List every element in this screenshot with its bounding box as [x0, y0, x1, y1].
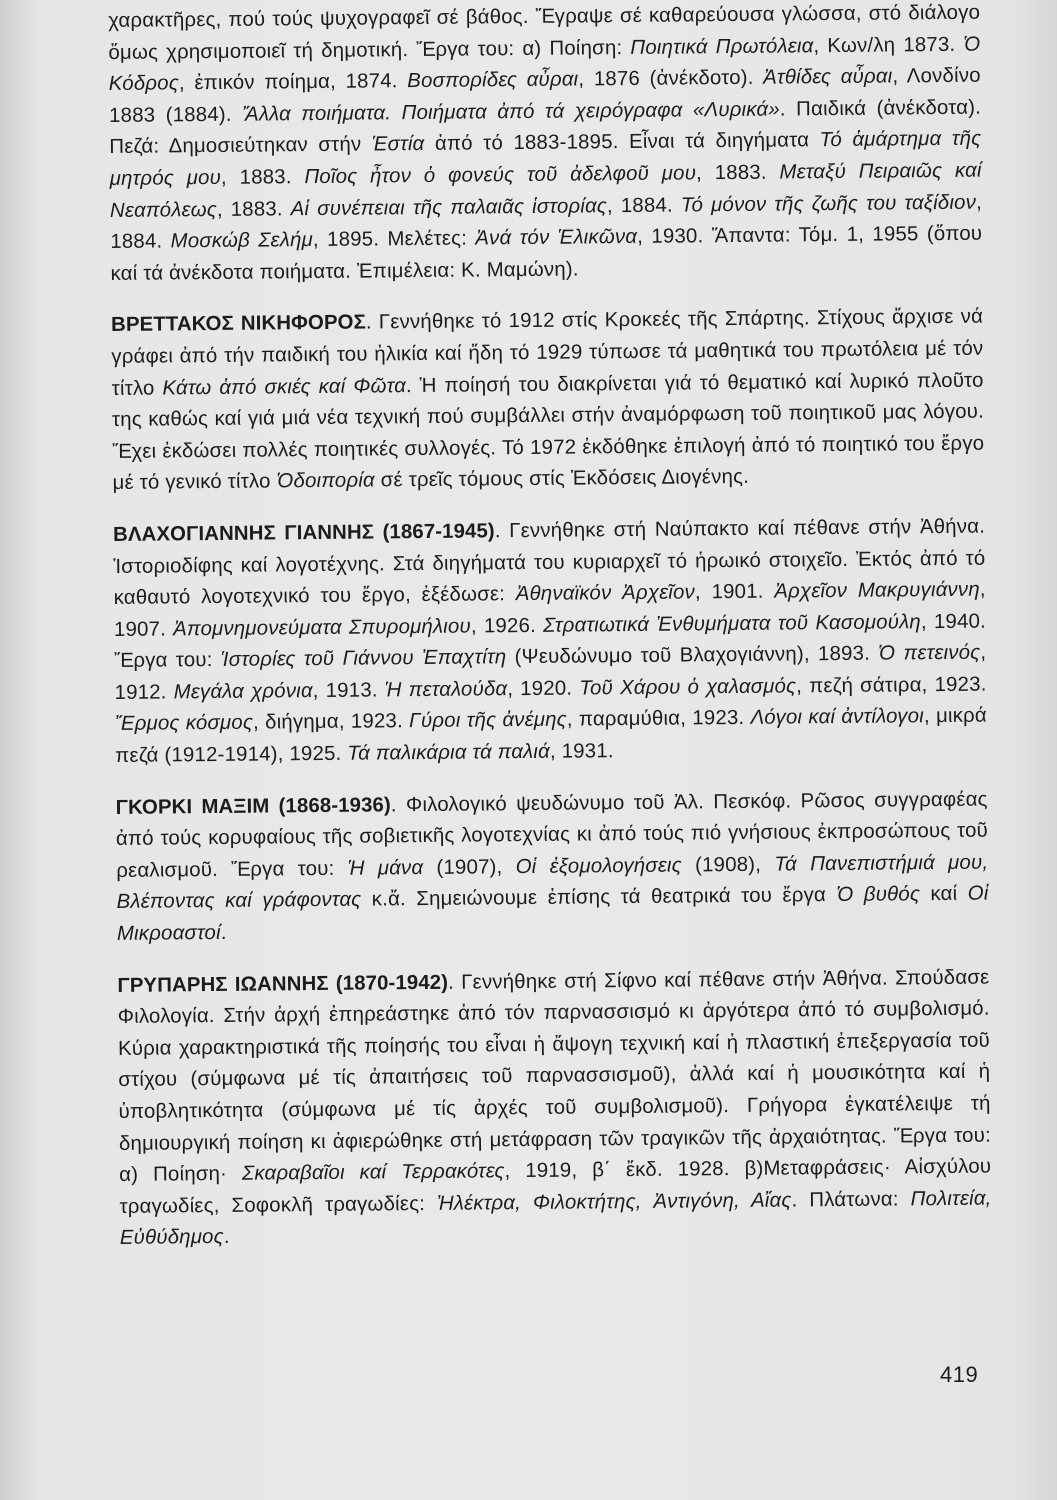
italic-title-text: Τοῦ Χάρου ὁ χαλασμός: [579, 675, 797, 700]
italic-title-text: Πολιτεία, Εὐθύδημος: [119, 1187, 992, 1250]
italic-title-text: Ὁ Κόδρος: [108, 33, 981, 96]
italic-title-text: Ἀθηναϊκόν Ἀρχεῖον: [515, 581, 696, 606]
italic-title-text: Ἡ μάνα: [347, 856, 424, 880]
italic-title-text: Ἠλέκτρα, Φιλοκτήτης, Ἀντιγόνη, Αἴας: [436, 1189, 792, 1215]
body-text: . Πλάτωνα:: [791, 1188, 911, 1212]
body-text: , 1895. Μελέτες:: [312, 227, 476, 252]
italic-title-text: Ἡ πεταλούδα: [384, 678, 508, 702]
body-text: , 1913.: [312, 679, 385, 702]
italic-title-text: Ποιητικά Πρωτόλεια: [630, 34, 814, 59]
body-text: , διήγημα, 1923.: [252, 710, 410, 735]
page-number: 419: [940, 1362, 979, 1387]
italic-title-text: Γύροι τῆς ἀνέμης: [409, 709, 567, 733]
body-text: . Γεννήθηκε τό 1912 στίς Κροκεές τῆς Σπάρτης. Στίχους ἄρχισε νά γράφει ἀπό τήν παιδική του ἡλικία καί ἤδη τό 1929 τύπωσε τά μαθητικά του πρωτόλεια μέ τόν τίτλο: [111, 305, 984, 400]
body-text: (Ψευδώνυμο τοῦ Βλαχογιάννη), 1893.: [506, 642, 879, 669]
body-text: , πεζή σάτιρα, 1923.: [796, 673, 987, 698]
italic-title-text: Ἀπομνημονεύματα Σπυρομήλιου: [173, 615, 471, 641]
body-text: , 1883.: [695, 161, 780, 185]
body-text: . Γεννήθηκε στή Ναύπακτο καί πέθανε στήν Ἀθήνα. Ἱστοριοδίφης καί λογοτέχνης. Στά διηγήματά του κυριαρχεῖ τό ἡρωικό στοιχεῖο. Ἐκτός ἀπό τό καθαυτό λογοτεχνικό του ἔργο, ἐξέδωσε:: [113, 515, 986, 610]
italic-title-text: Ἀτθίδες αὖραι: [763, 65, 893, 89]
body-text: , Λονδίνο 1883 (1884).: [108, 64, 981, 127]
body-text: , 1901.: [694, 580, 775, 604]
italic-title-text: Ὁδοιπορία: [276, 469, 375, 493]
entry-gryparis: [117, 962, 992, 1255]
body-text: ἀπό τό 1883-1895. Εἶναι τά διηγήματα: [424, 129, 820, 156]
body-text: . Ἡ ποίησή του διακρίνεται γιά τό θεματικό καί λυρικό πλοῦτο της καθώς καί γιά μιά νέα τεχνική πού συμβάλλει στήν ἀναμόρφωση τοῦ ποιητικοῦ μας λόγου. Ἔχει ἐκδώσει πολλές ποιητικές συλλογές. Τό 1972 ἐκδόθηκε ἐπιλογή ἀπό τό ποιητικό του ἔργο μέ τό γενικό τίτλο: [111, 369, 985, 495]
body-text: , 1931.: [549, 740, 614, 763]
italic-title-text: Ἀνά τόν Ἑλικῶνα: [475, 226, 638, 250]
italic-title-text: Στρατιωτικά Ἐνθυμήματα τοῦ Κασομούλη: [543, 610, 922, 637]
body-text: , 1876 (ἀνέκδοτο).: [578, 66, 764, 91]
entry-body: [108, 2, 982, 285]
body-text: , 1912.: [114, 641, 987, 704]
body-text: , 1920.: [507, 677, 580, 701]
body-text: , 1926.: [470, 614, 544, 638]
body-text: , 1907.: [113, 578, 986, 641]
italic-title-text: Ἀρχεῖον Μακρυγιάννη: [774, 578, 980, 603]
body-text: , 1884.: [110, 191, 983, 254]
body-text: χαρακτῆρες, πού τούς ψυχογραφεῖ σέ βάθος. Ἔγραψε σέ καθαρεύουσα γλώσσα, στό διάλογο ὅμως χρησιμοποιεῖ τή δημοτική. Ἔργα του: α) Ποίηση:: [108, 1, 981, 64]
body-text: σέ τρεῖς τόμους στίς Ἐκδόσεις Διογένης.: [374, 466, 750, 492]
body-text: , 1919, β΄ ἔκδ. 1928. β)Μεταφράσεις· Αἰσχύλου τραγωδίες, Σοφοκλῆ τραγωδίες:: [119, 1155, 992, 1218]
italic-title-text: Ποῖος ἦτον ὁ φονεύς τοῦ ἀδελφοῦ μου: [304, 162, 697, 189]
italic-title-text: Ἑστία: [371, 133, 425, 156]
entry-gorki: [116, 784, 989, 950]
italic-title-text: Οἱ Μικροαστοί: [116, 883, 989, 945]
entry-heading: ΒΡΕΤΤΑΚΟΣ ΝΙΚΗΦΟΡΟΣ: [110, 311, 367, 337]
body-text: , 1930. Ἅπαντα: Τόμ. 1, 1955 (ὅπου καί τά ἀνέκδοτα ποιήματα. Ἐπιμέλεια: Κ. Μαμώνη).: [110, 222, 983, 285]
italic-title-text: Ὁ πετεινός: [878, 641, 981, 665]
italic-title-text: Βοσπορίδες αὖραι: [407, 68, 579, 93]
italic-title-text: Ἱστορίες τοῦ Γιάννου Ἐπαχτίτη: [220, 646, 507, 672]
italic-title-text: Τά Πανεπιστήμιά μου, Βλέποντας καί γράφοντας: [116, 851, 989, 914]
italic-title-text: Οἱ ἐξομολογήσεις: [515, 854, 682, 878]
body-text: , 1883.: [216, 197, 291, 221]
italic-title-text: Ὁ βυθός: [836, 883, 921, 907]
italic-title-text: Τό ἁμάρτημα τῆς μητρός μου: [109, 127, 982, 190]
italic-title-text: Μοσκώβ Σελήμ: [170, 229, 314, 253]
text-column: [108, 0, 992, 1255]
italic-title-text: Μεταξύ Πειραιῶς καί Νεαπόλεως: [109, 159, 982, 222]
entry-heading: ΓΡΥΠΑΡΗΣ ΙΩΑΝΝΗΣ (1870-1942): [117, 971, 449, 997]
italic-title-text: Λόγοι καί ἀντίλογοι: [750, 705, 925, 730]
entry-heading: ΓΚΟΡΚΙ ΜΑΞΙΜ (1868-1936): [115, 793, 391, 819]
body-text: , 1884.: [606, 194, 681, 217]
body-text: (1907),: [423, 855, 516, 879]
entry-heading: ΒΛΑΧΟΓΙΑΝΝΗΣ ΓΙΑΝΝΗΣ (1867-1945): [112, 520, 495, 546]
italic-title-text: Τό μόνον τῆς ζωῆς του ταξίδιον: [680, 191, 977, 217]
body-text: , 1883.: [220, 166, 305, 189]
italic-title-text: Σκαραβαῖοι καί Τερρακότες: [241, 1160, 505, 1185]
body-text: , Κων/λη 1873.: [813, 33, 964, 57]
entry-vrettakos: [111, 302, 985, 500]
entry-vlachogiannis: [113, 512, 987, 773]
italic-title-text: Μεγάλα χρόνια: [173, 679, 313, 704]
entry-body: [113, 516, 987, 768]
body-text: , ἐπικόν ποίημα, 1874.: [178, 70, 408, 95]
italic-title-text: Τά παλικάρια τά παλιά: [347, 740, 551, 765]
body-text: κ.ἄ. Σημειώνουμε ἐπίσης τά θεατρικά του ἔργα: [361, 884, 837, 912]
italic-title-text: Ἔρμος κόσμος: [114, 712, 254, 736]
body-text: . Φιλολογικό ψευδώνυμο τοῦ Ἀλ. Πεσκόφ. Ρῶσος συγγραφέας ἀπό τούς κορυφαίους τῆς σοβιετικῆς λογοτεχνίας κι ἀπό τούς πιό γνήσιους ἐκπροσώπους τοῦ ρεαλισμοῦ. Ἔργα του:: [115, 788, 989, 882]
body-text: , 1940. Ἔργα του:: [114, 610, 987, 673]
italic-title-text: Αἱ συνέπειαι τῆς παλαιᾶς ἱστορίας: [290, 194, 608, 220]
italic-title-text: Κάτω ἀπό σκιές καί Φῶτα: [162, 374, 407, 400]
body-text: .: [220, 921, 227, 944]
body-text: , μικρά πεζά (1912-1914), 1925.: [115, 705, 987, 768]
body-text: .: [223, 1226, 230, 1249]
entry-body: [118, 966, 992, 1249]
body-text: (1908),: [681, 853, 775, 877]
body-text: . Γεννήθηκε στή Σίφνο καί πέθανε στήν Ἀθήνα. Σπούδασε Φιλολογία. Στήν ἀρχή ἐπηρεάστηκε ἀπό τόν παρνασσισμό κι ἀργότερα ἀπό τό συμβολισμό. Κύρια χαρακτηριστικά τῆς ποίησής του εἶναι ἡ ἄψογη τεχνική καί ἡ πλαστική ἐπεξεργασία τοῦ στίχου (σύμφωνα μέ τίς ἀπαιτήσεις τοῦ παρνασσισμοῦ), ἀλλά καί ἡ μουσικότητα καί ἡ ὑποβλητικότητα (σύμφωνα μέ τίς ἀρχές τοῦ συμβολισμοῦ). Γρήγορα ἐγκατέλειψε τή δημιουργική ποίηση κι ἀφιερώθηκε στή μετάφραση τῶν τραγικῶν τῆς ἀρχαιότητας. Ἔργα του: α) Ποίηση·: [117, 966, 991, 1187]
body-text: , παραμύθια, 1923.: [566, 707, 751, 732]
body-text: καί: [919, 883, 968, 906]
entry-continued: [108, 0, 983, 290]
body-text: . Παιδικά (ἀνέκδοτα). Πεζά: Δημοσιεύτηκαν στήν: [109, 96, 982, 159]
italic-title-text: Ἄλλα ποιήματα. Ποιήματα ἀπό τά χειρόγραφα «Λυρικά»: [241, 98, 780, 126]
